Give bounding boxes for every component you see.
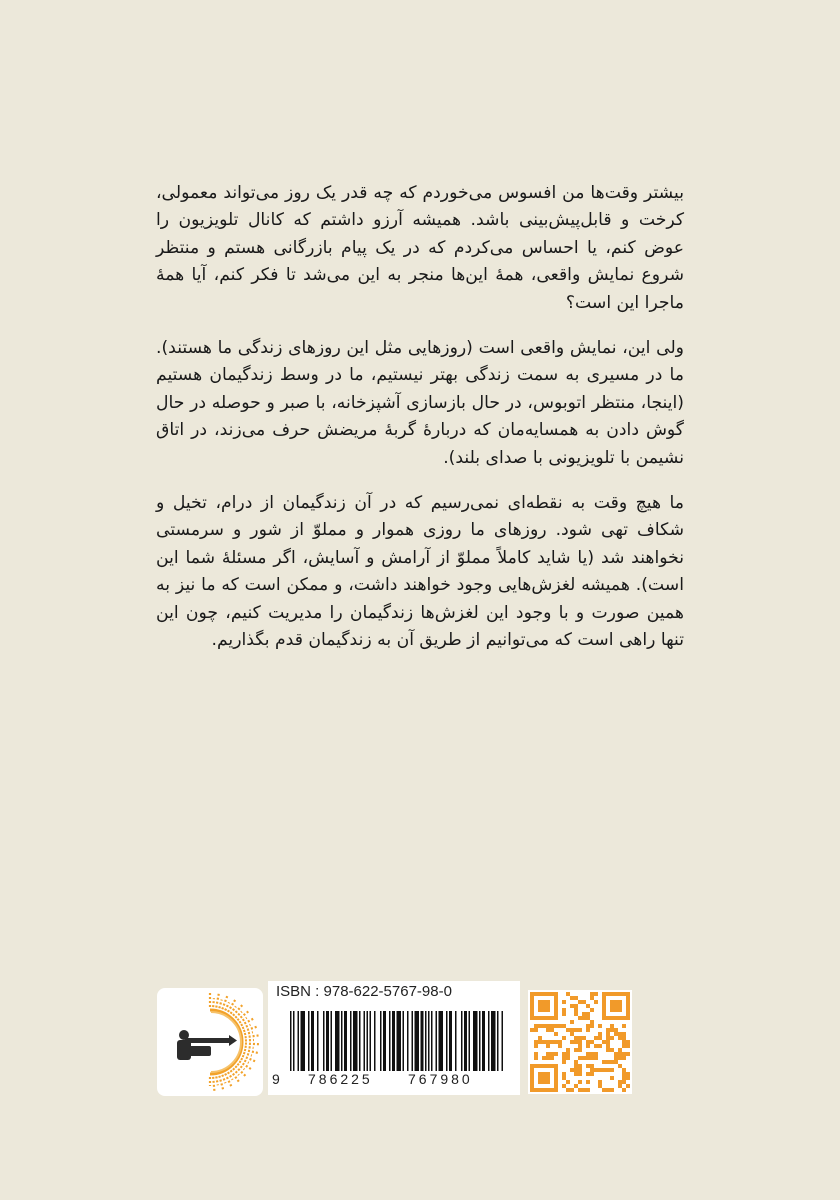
barcode-digits-first: 9 [272, 1071, 280, 1087]
isbn-barcode [268, 981, 520, 1095]
barcode-digits-last: 767980 [408, 1071, 473, 1087]
qr-code [528, 990, 632, 1094]
publisher-logo [157, 988, 263, 1096]
barcode-icon [290, 1011, 506, 1071]
paragraph-2: ولی این، نمایش واقعی است (روزهایی مثل این روزهای زندگی ما هستند). ما در مسیری به سمت زندگی بهتر نیستیم، ما در وسط زندگیمان هستیم (اینجا، منتظر اتوبوس، در حال بازسازی آشپزخانه، با صبر و حوصله در حال گوش دادن به همسایه‌مان که دربارهٔ گربهٔ مریضش حرف می‌زند، در اتاق نشیمن با تلویزیونی با صدای بلند). [156, 338, 684, 468]
archer-sun-logo-icon [157, 988, 263, 1096]
paragraph-1: بیشتر وقت‌ها من افسوس می‌خوردم که چه قدر یک روز می‌تواند معمولی، کرخت و قابل‌پیش‌بینی باشد. همیشه آرزو داشتم که کانال تلویزیون را عوض کنم، یا احساس می‌کردم که در یک پیام بازرگانی هستم و منتظر شروع نمایش واقعی، همهٔ این‌ها منجر به این می‌شد تا فکر کنم، آیا همهٔ ماجرا این است؟ [156, 183, 684, 313]
isbn-label: ISBN : 978-622-5767-98-0 [276, 983, 452, 1000]
back-cover-text [156, 180, 684, 673]
barcode-digits-middle: 786225 [308, 1071, 373, 1087]
qr-code-icon [528, 990, 632, 1094]
paragraph-3: ما هیچ وقت به نقطه‌ای نمی‌رسیم که در آن زندگیمان از درام، تخیل و شکاف تهی شود. روزهای ما روزی هموار و مملوّ از شور و سرمستی نخواهند شد (یا شاید کاملاً مملوّ از آرامش و آسایش، اگر مسئلهٔ شما این است). همیشه لغزش‌هایی وجود خواهند داشت، و ممکن است که ما نیز به همین صورت و با وجود این لغزش‌ها زندگیمان را مدیریت کنیم، چون این تنها راهی است که می‌توانیم از طریق آن به زندگیمان قدم بگذاریم. [156, 493, 684, 651]
